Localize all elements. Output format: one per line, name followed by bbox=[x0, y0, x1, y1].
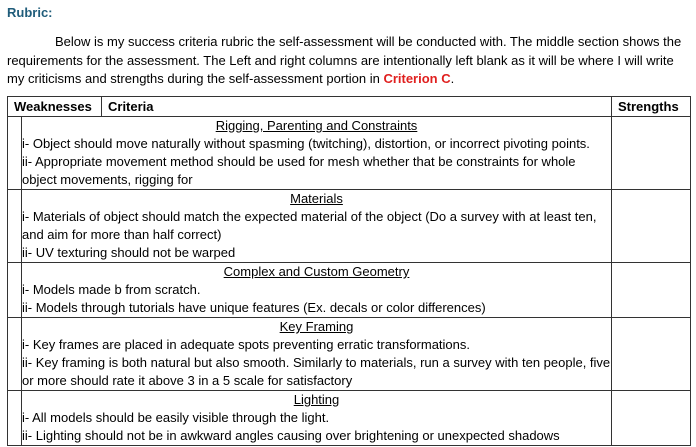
intro-text: Below is my success criteria rubric the self-assessment will be conducted with. The middle section shows the requirements for the assessment. The Left and right columns are intentionally left blank as it will be where I will write my criticisms and strengths during the self-assessment portion in bbox=[7, 34, 682, 86]
strength-cell[interactable] bbox=[612, 117, 691, 190]
weakness-cell[interactable] bbox=[8, 117, 22, 190]
criteria-cell bbox=[22, 391, 612, 446]
criterion-requirement: i- All models should be easily visible through the light. bbox=[22, 410, 330, 425]
strength-cell[interactable] bbox=[612, 190, 691, 263]
weakness-cell[interactable] bbox=[8, 263, 22, 318]
criteria-cell bbox=[22, 190, 612, 263]
criterion-requirement: i- Key frames are placed in adequate spots preventing erratic transformations. bbox=[22, 337, 471, 352]
strength-cell[interactable] bbox=[612, 318, 691, 391]
criterion-title: Complex and Custom Geometry bbox=[223, 264, 410, 279]
criterion-title: Materials bbox=[290, 191, 343, 206]
header-criteria: Criteria bbox=[108, 99, 154, 114]
header-weaknesses: Weaknesses bbox=[8, 97, 102, 116]
criteria-cell bbox=[22, 263, 612, 318]
rubric-body bbox=[8, 117, 691, 446]
rubric-row bbox=[8, 190, 691, 263]
strength-cell[interactable] bbox=[612, 263, 691, 318]
criterion-requirement: i- Materials of object should match the expected material of the object (Do a survey with at least ten, and aim for more than half correct) bbox=[22, 209, 597, 242]
criterion-title: Lighting bbox=[293, 392, 340, 407]
criterion-requirement: ii- Appropriate movement method should be used for mesh whether that be constraints for whole object movements, rigging for bbox=[22, 154, 576, 187]
criterion-requirement: ii- UV texturing should not be warped bbox=[22, 245, 236, 260]
weakness-cell[interactable] bbox=[8, 190, 22, 263]
header-strengths: Strengths bbox=[612, 97, 691, 117]
rubric-row bbox=[8, 318, 691, 391]
criterion-requirement: i- Object should move naturally without spasming (twitching), distortion, or incorrect pivoting points. bbox=[22, 136, 590, 151]
criterion-requirement: ii- Key framing is both natural but also smooth. Similarly to materials, run a survey with ten people, five or more should rate it above 3 in a 5 scale for satisfactory bbox=[22, 355, 611, 388]
weakness-cell[interactable] bbox=[8, 391, 22, 446]
rubric-table bbox=[7, 96, 691, 446]
criterion-title: Rigging, Parenting and Constraints bbox=[215, 118, 418, 133]
criterion-requirement: ii- Models through tutorials have unique features (Ex. decals or color differences) bbox=[22, 300, 486, 315]
intro-end: . bbox=[450, 71, 455, 86]
rubric-row bbox=[8, 263, 691, 318]
rubric-heading: Rubric: bbox=[7, 5, 53, 20]
criteria-cell bbox=[22, 117, 612, 190]
rubric-header-row bbox=[8, 97, 691, 117]
criterion-requirement: ii- Lighting should not be in awkward angles causing over brightening or unexpected shadows bbox=[22, 428, 560, 443]
criterion-c-highlight: Criterion C bbox=[383, 71, 451, 86]
intro-paragraph bbox=[7, 33, 691, 89]
criteria-cell bbox=[22, 318, 612, 391]
rubric-row bbox=[8, 391, 691, 446]
rubric-row bbox=[8, 117, 691, 190]
strength-cell[interactable] bbox=[612, 391, 691, 446]
criterion-requirement: i- Models made b from scratch. bbox=[22, 282, 201, 297]
criterion-title: Key Framing bbox=[279, 319, 354, 334]
weakness-cell[interactable] bbox=[8, 318, 22, 391]
header-weak-criteria bbox=[8, 97, 612, 117]
